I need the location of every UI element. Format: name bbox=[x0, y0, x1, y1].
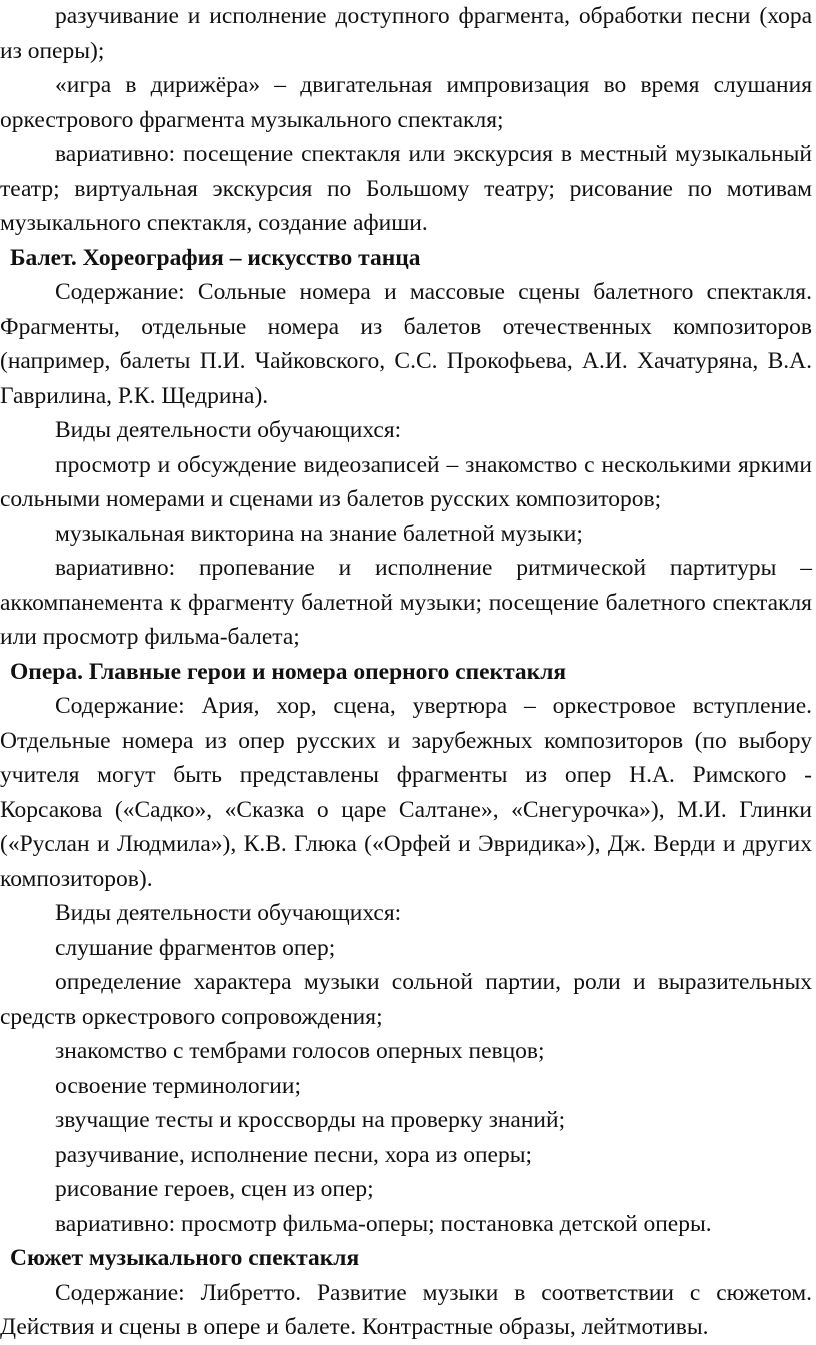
paragraph: вариативно: просмотр фильма-оперы; постановка детской оперы. bbox=[55, 1210, 712, 1237]
paragraph: Содержание: Сольные номера и массовые сцены балетного спектакля. Фрагменты, отдельные номера из балетов отечественных композиторов (например, балеты П.И. Чайковского, С.С. Прокофьева, А.И. Хачатуряна, В.А. Гаврилина, Р.К. Щедрина). bbox=[0, 279, 812, 409]
paragraph: Содержание: Ария, хор, сцена, увертюра – оркестровое вступление. Отдельные номера из опер русских и зарубежных композиторов (по выбору учителя могут быть представлены фрагменты из опер Н.А. Римского - Корсакова («Садко», «Сказка о царе Салтане», «Снегурочка»), М.И. Глинки («Руслан и Людмила»), К.В. Глюка («Орфей и Эвридика»), Дж. Верди и других композиторов). bbox=[0, 693, 812, 892]
paragraph: определение характера музыки сольной партии, роли и выразительных средств оркестрового сопровождения; bbox=[0, 969, 812, 1030]
paragraph: Виды деятельности обучающихся: bbox=[55, 900, 402, 926]
paragraph: слушание фрагментов опер; bbox=[55, 934, 336, 961]
section-heading-ballet: Балет. Хореография – искусство танца bbox=[10, 244, 421, 271]
section-heading-opera: Опера. Главные герои и номера оперного спектакля bbox=[10, 658, 567, 685]
paragraph: просмотр и обсуждение видеозаписей – знакомство с несколькими яркими сольными номерами и сценами из балетов русских композиторов; bbox=[0, 451, 812, 512]
paragraph: рисование героев, сцен из опер; bbox=[55, 1176, 374, 1202]
paragraph: Содержание: Либретто. Развитие музыки в соответствии с сюжетом. Действия и сцены в опере и балете. Контрастные образы, лейтмотивы. bbox=[0, 1279, 812, 1340]
paragraph: вариативно: посещение спектакля или экскурсия в местный музыкальный театр; виртуальная экскурсия по Большому театру; рисование по мотивам музыкального спектакля, создание афиши. bbox=[0, 141, 812, 236]
paragraph: вариативно: пропевание и исполнение ритмической партитуры – аккомпанемента к фрагменту балетной музыки; посещение балетного спектакля или просмотр фильма-балета; bbox=[0, 555, 812, 650]
paragraph: разучивание и исполнение доступного фрагмента, обработки песни (хора из оперы); bbox=[0, 3, 812, 64]
paragraph: знакомство с тембрами голосов оперных певцов; bbox=[55, 1038, 545, 1064]
paragraph: звучащие тесты и кроссворды на проверку знаний; bbox=[55, 1107, 566, 1133]
paragraph: разучивание, исполнение песни, хора из оперы; bbox=[55, 1141, 533, 1168]
paragraph: «игра в дирижёра» – двигательная импровизация во время слушания оркестрового фрагмента музыкального спектакля; bbox=[0, 72, 812, 133]
section-heading-plot: Сюжет музыкального спектакля bbox=[10, 1245, 360, 1271]
paragraph: Виды деятельности обучающихся: bbox=[55, 417, 402, 443]
paragraph: освоение терминологии; bbox=[55, 1072, 301, 1099]
paragraph: музыкальная викторина на знание балетной музыки; bbox=[55, 520, 583, 547]
